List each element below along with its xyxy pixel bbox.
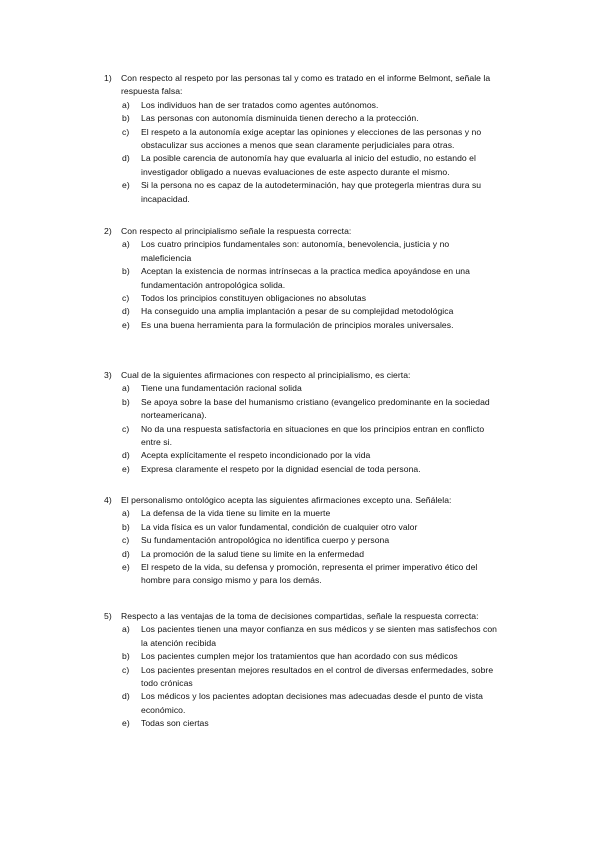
option-label: b) — [122, 521, 130, 532]
question-stem: Cual de la siguientes afirmaciones con respecto al principialismo, es cierta: — [121, 370, 411, 380]
option-label: d) — [122, 153, 130, 164]
option-text: Los individuos han de ser tratados como agentes autónomos. — [141, 99, 379, 110]
option-text: Los pacientes cumplen mejor los tratamientos que han acordado con sus médicos — [141, 651, 458, 662]
option-text: La defensa de la vida tiene su limite en la muerte — [141, 508, 331, 519]
option-text: la atención recibida — [141, 637, 217, 648]
option-text: Si la persona no es capaz de la autodeterminación, hay que protegerla mientras dura su — [141, 180, 482, 191]
option-text: Acepta explícitamente el respeto incondicionado por la vida — [141, 450, 371, 461]
option-text: Su fundamentación antropológica no identifica cuerpo y persona — [141, 535, 390, 546]
question-number: 5) — [104, 611, 112, 621]
option-text: hombre para consigo mismo y para los demás. — [141, 575, 322, 586]
option-label: a) — [122, 624, 130, 635]
option-text: fundamentación antropológica solida. — [141, 279, 286, 290]
option-text: maleficiencia — [141, 252, 192, 263]
option-label: c) — [122, 126, 130, 137]
option-label: d) — [122, 548, 130, 559]
option-text: La posible carencia de autonomía hay que evaluarla al inicio del estudio, no estando el — [141, 153, 476, 164]
option-text: Todas son ciertas — [141, 718, 209, 729]
option-text: Las personas con autonomía disminuida tienen derecho a la protección. — [141, 113, 419, 124]
option-label: e) — [122, 180, 130, 191]
question-stem: Con respecto al principialismo señale la respuesta correcta: — [121, 226, 352, 236]
option-text: Tiene una fundamentación racional solida — [141, 383, 302, 394]
option-text: incapacidad. — [141, 193, 190, 204]
option-text: económico. — [141, 704, 186, 715]
option-text: todo crónicas — [141, 678, 193, 688]
option-text: Los médicos y los pacientes adoptan decisiones mas adecuadas desde el punto de vista — [141, 691, 483, 702]
question-stem: El personalismo ontológico acepta las siguientes afirmaciones excepto una. Señálela: — [121, 495, 452, 505]
option-label: a) — [122, 99, 130, 110]
question-number: 3) — [104, 370, 112, 380]
option-text: Los pacientes presentan mejores resultados en el control de diversas enfermedades, sobre — [141, 664, 494, 675]
option-text: Es una buena herramienta para la formulación de principios morales universales. — [141, 319, 454, 330]
option-text: investigador obligado a nuevas evaluaciones de este aspecto durante el mismo. — [141, 166, 450, 177]
option-text: obstaculizar sus acciones a menos que sean claramente perjudiciales para otras. — [141, 140, 455, 150]
option-label: a) — [122, 239, 130, 250]
option-label: e) — [122, 463, 130, 474]
option-label: c) — [122, 293, 130, 303]
question-number: 1) — [104, 73, 112, 83]
option-label: c) — [122, 535, 130, 546]
option-label: e) — [122, 562, 130, 572]
option-label: b) — [122, 396, 130, 407]
option-label: e) — [122, 718, 130, 729]
option-text: Ha conseguido una amplia implantación a pesar de su complejidad metodológica — [141, 306, 454, 317]
option-text: entre si. — [141, 437, 173, 447]
option-label: b) — [122, 113, 130, 124]
option-label: d) — [122, 450, 130, 461]
question-stem: Con respecto al respeto por las personas tal y como es tratado en el informe Belmont, señale la — [121, 73, 491, 83]
option-text: La promoción de la salud tiene su limite en la enfermedad — [141, 548, 365, 559]
option-label: a) — [122, 383, 130, 394]
question-stem: Respecto a las ventajas de la toma de decisiones compartidas, señale la respuesta correcta: — [121, 611, 479, 621]
option-text: Expresa claramente el respeto por la dignidad esencial de toda persona. — [141, 463, 421, 474]
question-stem: respuesta falsa: — [121, 86, 183, 97]
option-text: Los cuatro principios fundamentales son: autonomía, benevolencia, justicia y no — [141, 239, 450, 250]
option-text: norteamericana). — [141, 410, 207, 421]
option-text: La vida física es un valor fundamental, condición de cualquier otro valor — [141, 521, 418, 532]
option-text: Aceptan la existencia de normas intrínsecas a la practica medica apoyándose en una — [141, 266, 470, 277]
question-number: 2) — [104, 226, 112, 236]
option-text: El respeto a la autonomía exige aceptar las opiniones y elecciones de las personas y no — [141, 126, 482, 137]
option-label: b) — [122, 266, 130, 277]
option-label: c) — [122, 423, 130, 434]
option-label: a) — [122, 508, 130, 519]
option-text: No da una respuesta satisfactoria en situaciones en que los principios entran en conflicto — [141, 423, 485, 434]
option-text: El respeto de la vida, su defensa y promoción, representa el primer imperativo ético del — [141, 562, 478, 572]
option-label: e) — [122, 319, 130, 330]
option-text: Los pacientes tienen una mayor confianza en sus médicos y se sienten mas satisfechos con — [141, 624, 497, 635]
option-label: d) — [122, 306, 130, 317]
option-text: Todos los principios constituyen obligaciones no absolutas — [141, 293, 367, 303]
option-label: c) — [122, 664, 130, 675]
option-label: b) — [122, 651, 130, 662]
option-text: Se apoya sobre la base del humanismo cristiano (evangelico predominante en la sociedad — [141, 396, 490, 407]
option-label: d) — [122, 691, 130, 702]
question-number: 4) — [104, 495, 112, 505]
